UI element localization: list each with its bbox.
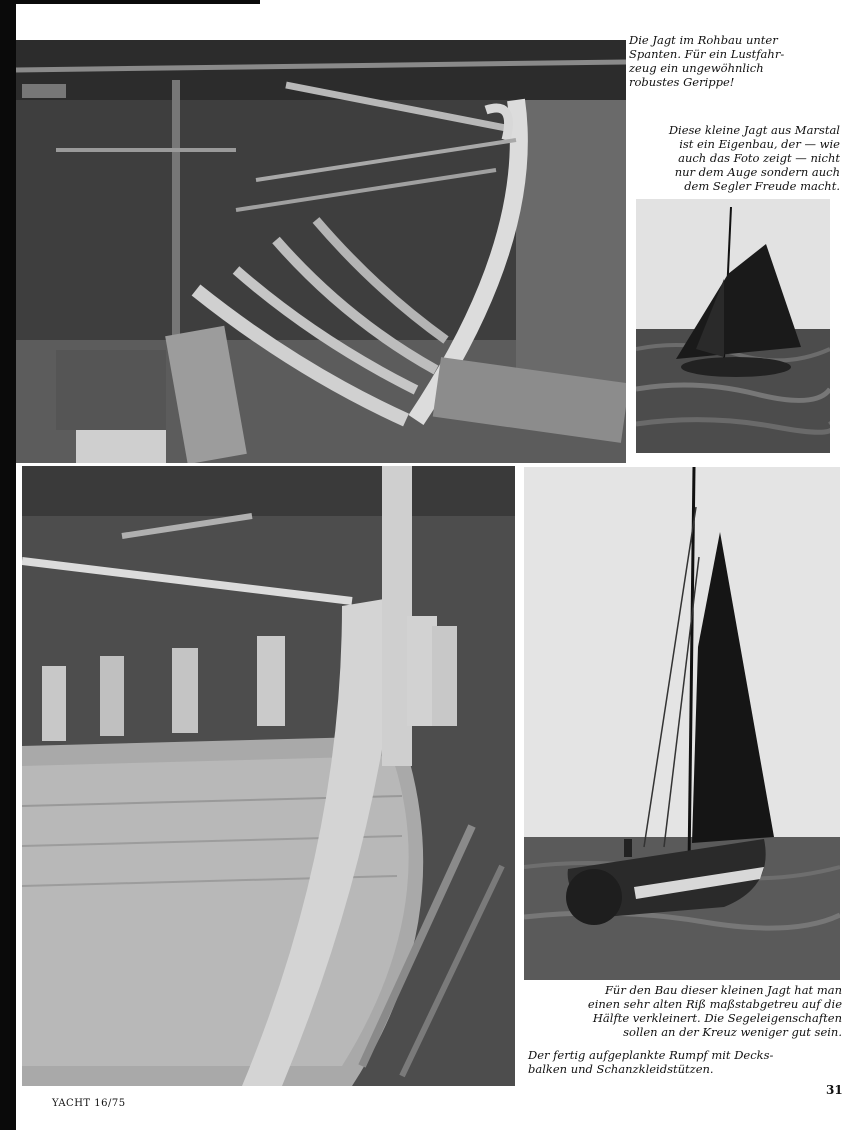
scan-edge (0, 0, 16, 1130)
caption-line: Der fertig aufgeplankte Rumpf mit Decks- (528, 1048, 774, 1062)
caption-construction-plan (528, 983, 842, 1039)
photo-hull-frames (16, 40, 626, 463)
caption-line: balken und Schanzkleidstützen. (528, 1062, 714, 1076)
caption-line: zeug ein ungewöhnlich (629, 61, 764, 75)
caption-line: robustes Gerippe! (629, 75, 735, 89)
photo-jagt-sailing-small (636, 199, 830, 453)
magazine-issue: YACHT 16/75 (52, 1098, 126, 1109)
caption-small-jagt (632, 123, 840, 193)
caption-line: nur dem Auge sondern auch (674, 165, 840, 179)
caption-line: Für den Bau dieser kleinen Jagt hat man (604, 983, 842, 997)
caption-line: Diese kleine Jagt aus Marstal (668, 123, 840, 137)
caption-line: Hälfte verkleinert. Die Segeleigenschaften (592, 1011, 842, 1025)
caption-planked-hull (528, 1048, 828, 1076)
caption-line: sollen an der Kreuz weniger gut sein. (623, 1025, 842, 1039)
caption-line: auch das Foto zeigt — nicht (678, 151, 840, 165)
caption-line: dem Segler Freude macht. (684, 179, 840, 193)
caption-line: Die Jagt im Rohbau unter (629, 33, 778, 47)
page-number: 31 (826, 1083, 843, 1097)
caption-line: einen sehr alten Riß maßstabgetreu auf die (587, 997, 842, 1011)
scan-edge-top (0, 0, 260, 4)
caption-line: Spanten. Für ein Lustfahr- (629, 47, 785, 61)
photo-planked-hull (22, 466, 515, 1086)
caption-hull-frames (629, 33, 829, 89)
photo-jagt-sailing-large (524, 467, 840, 980)
caption-line: ist ein Eigenbau, der — wie (679, 137, 840, 151)
